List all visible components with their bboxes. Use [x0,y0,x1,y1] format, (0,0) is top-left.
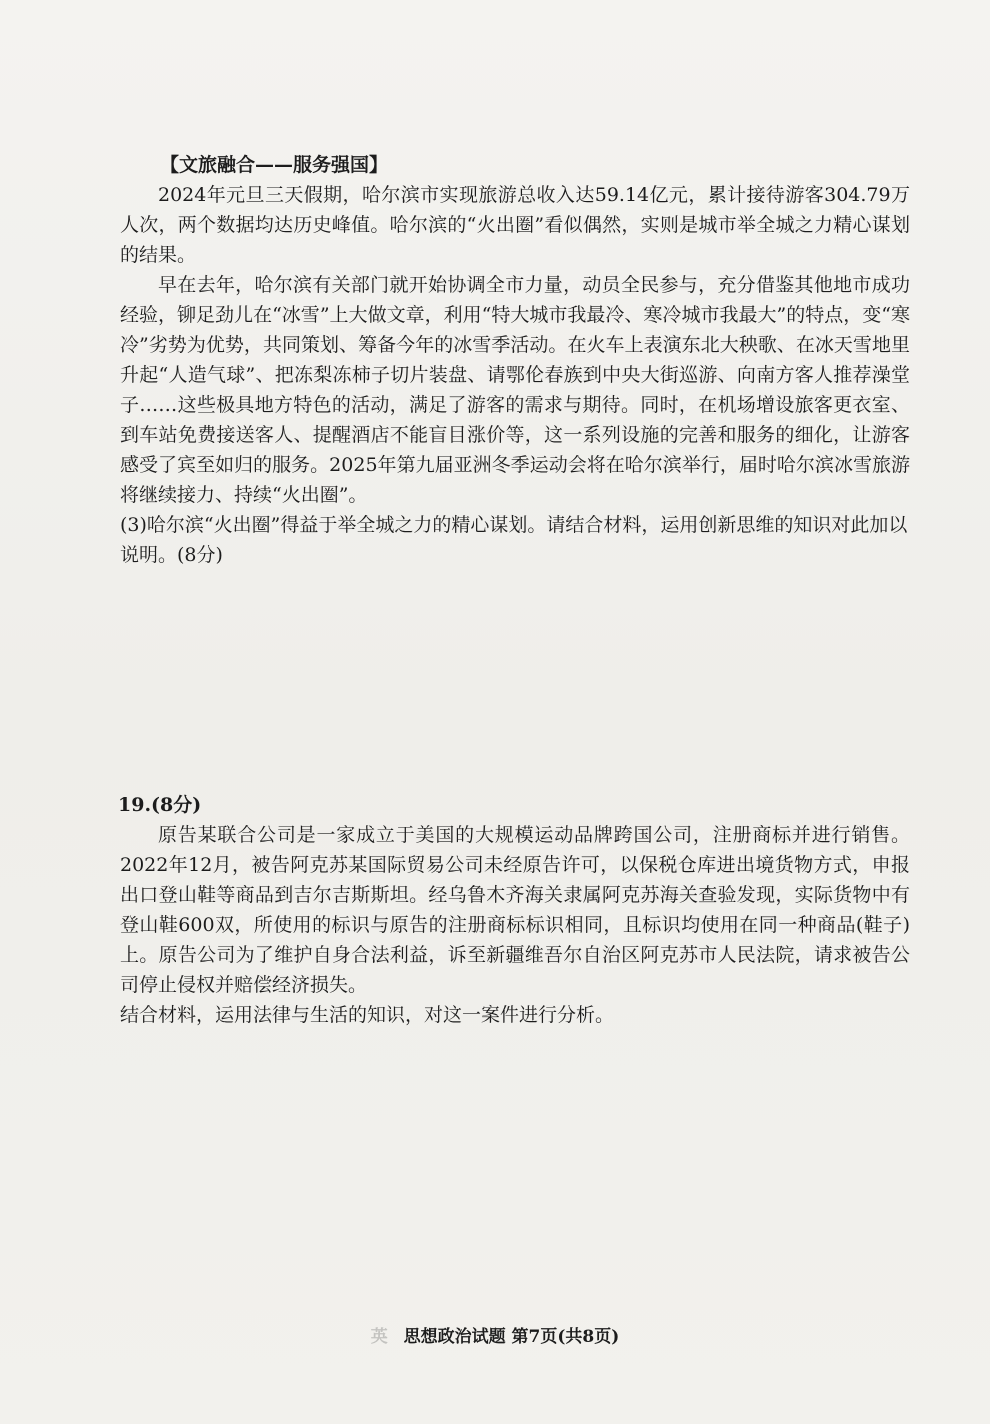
material-paragraph-1: 2024年元旦三天假期，哈尔滨市实现旅游总收入达59.14亿元，累计接待游客304.79万人次，两个数据均达历史峰值。哈尔滨的“火出圈”看似偶然，实则是城市举全城之力精心谋划的结果。 [120,184,910,266]
question-19-paragraph: 原告某联合公司是一家成立于美国的大规模运动品牌跨国公司，注册商标并进行销售。2022年12月，被告阿克苏某国际贸易公司未经原告许可，以保税仓库进出境货物方式，申报出口登山鞋等商品到吉尔吉斯斯坦。经乌鲁木齐海关隶属阿克苏海关查验发现，实际货物中有登山鞋600双，所使用的标识与原告的注册商标标识相同，且标识均使用在同一种商品(鞋子)上。原告公司为了维护自身合法利益，诉至新疆维吾尔自治区阿克苏市人民法院，请求被告公司停止侵权并赔偿经济损失。 [120,824,910,996]
page-footer [0,1322,990,1347]
material-block [120,180,910,570]
question-3: (3)哈尔滨“火出圈”得益于举全城之力的精心谋划。请结合材料，运用创新思维的知识对此加以说明。(8分) [120,514,908,566]
footer-page-info: 思想政治试题 第7页(共8页) [403,1327,620,1347]
footer-faint-mark: 英 [370,1327,388,1347]
question-19-number: 19.(8分) [118,794,202,816]
question-19-block [120,820,910,1030]
section-title: 【文旅融合——服务强国】 [160,154,389,176]
material-paragraph-2: 早在去年，哈尔滨有关部门就开始协调全市力量，动员全民参与，充分借鉴其他地市成功经验，铆足劲儿在“冰雪”上大做文章，利用“特大城市我最冷、寒冷城市我最大”的特点，变“寒冷”劣势为优势，共同策划、筹备今年的冰雪季活动。在火车上表演东北大秧歌、在冰天雪地里升起“人造气球”、把冻梨冻柿子切片装盘、请鄂伦春族到中央大街巡游、向南方客人推荐澡堂子……这些极具地方特色的活动，满足了游客的需求与期待。同时，在机场增设旅客更衣室、到车站免费接送客人、提醒酒店不能盲目涨价等，这一系列设施的完善和服务的细化，让游客感受了宾至如归的服务。2025年第九届亚洲冬季运动会将在哈尔滨举行，届时哈尔滨冰雪旅游将继续接力、持续“火出圈”。 [120,274,910,506]
question-19-task: 结合材料，运用法律与生活的知识，对这一案件进行分析。 [120,1004,615,1026]
